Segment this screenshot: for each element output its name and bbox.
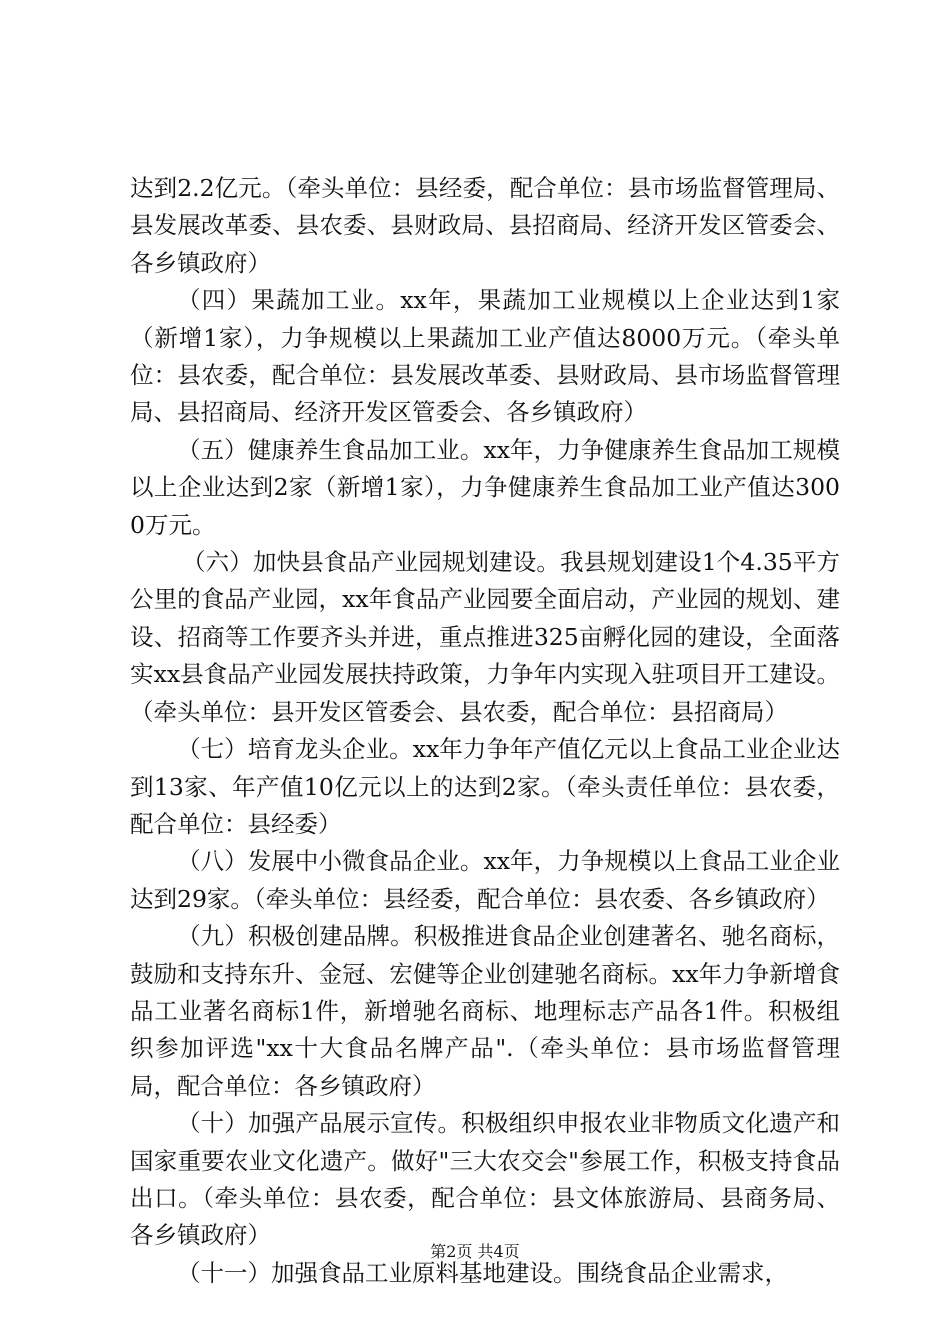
paragraph-continuation: 达到2.2亿元。（牵头单位：县经委，配合单位：县市场监督管理局、县发展改革委、县农委、县财政局、县招商局、经济开发区管委会、各乡镇政府） xyxy=(130,174,840,277)
document-body xyxy=(130,170,840,1292)
paragraph-item-8: （八）发展中小微食品企业。xx年，力争规模以上食品工业企业达到29家。（牵头单位：县经委，配合单位：县农委、各乡镇政府） xyxy=(130,847,840,913)
paragraph-item-7: （七）培育龙头企业。xx年力争年产值亿元以上食品工业企业达到13家、年产值10亿元以上的达到2家。（牵头责任单位：县农委，配合单位：县经委） xyxy=(130,735,840,838)
paragraph-item-4: （四）果蔬加工业。xx年，果蔬加工业规模以上企业达到1家（新增1家），力争规模以上果蔬加工业产值达8000万元。（牵头单位：县农委，配合单位：县发展改革委、县财政局、县市场监督管理局、县招商局、经济开发区管委会、各乡镇政府） xyxy=(130,286,840,427)
paragraph-item-10: （十）加强产品展示宣传。积极组织申报农业非物质文化遗产和国家重要农业文化遗产。做好"三大农交会"参展工作，积极支持食品出口。（牵头单位：县农委，配合单位：县文体旅游局、县商务局、各乡镇政府） xyxy=(130,1109,840,1250)
paragraph-item-6: （六）加快县食品产业园规划建设。我县规划建设1个4.35平方公里的食品产业园，xx年食品产业园要全面启动，产业园的规划、建设、招商等工作要齐头并进，重点推进325亩孵化园的建设，全面落实xx县食品产业园发展扶持政策，力争年内实现入驻项目开工建设。（牵头单位：县开发区管委会、县农委，配合单位：县招商局） xyxy=(130,548,840,726)
paragraph-item-11: （十一）加强食品工业原料基地建设。围绕食品企业需求， xyxy=(177,1258,788,1287)
paragraph-item-5: （五）健康养生食品加工业。xx年，力争健康养生食品加工规模以上企业达到2家（新增1家），力争健康养生食品加工业产值达3000万元。 xyxy=(130,435,840,539)
paragraph-item-9: （九）积极创建品牌。积极推进食品企业创建著名、驰名商标，鼓励和支持东升、金冠、宏健等企业创建驰名商标。xx年力争新增食品工业著名商标1件，新增驰名商标、地理标志产品各1件。积极组织参加评选"xx十大食品名牌产品".（牵头单位：县市场监督管理局，配合单位：各乡镇政府） xyxy=(130,922,840,1100)
page-number-footer: 第2页 共4页 xyxy=(430,1242,520,1261)
